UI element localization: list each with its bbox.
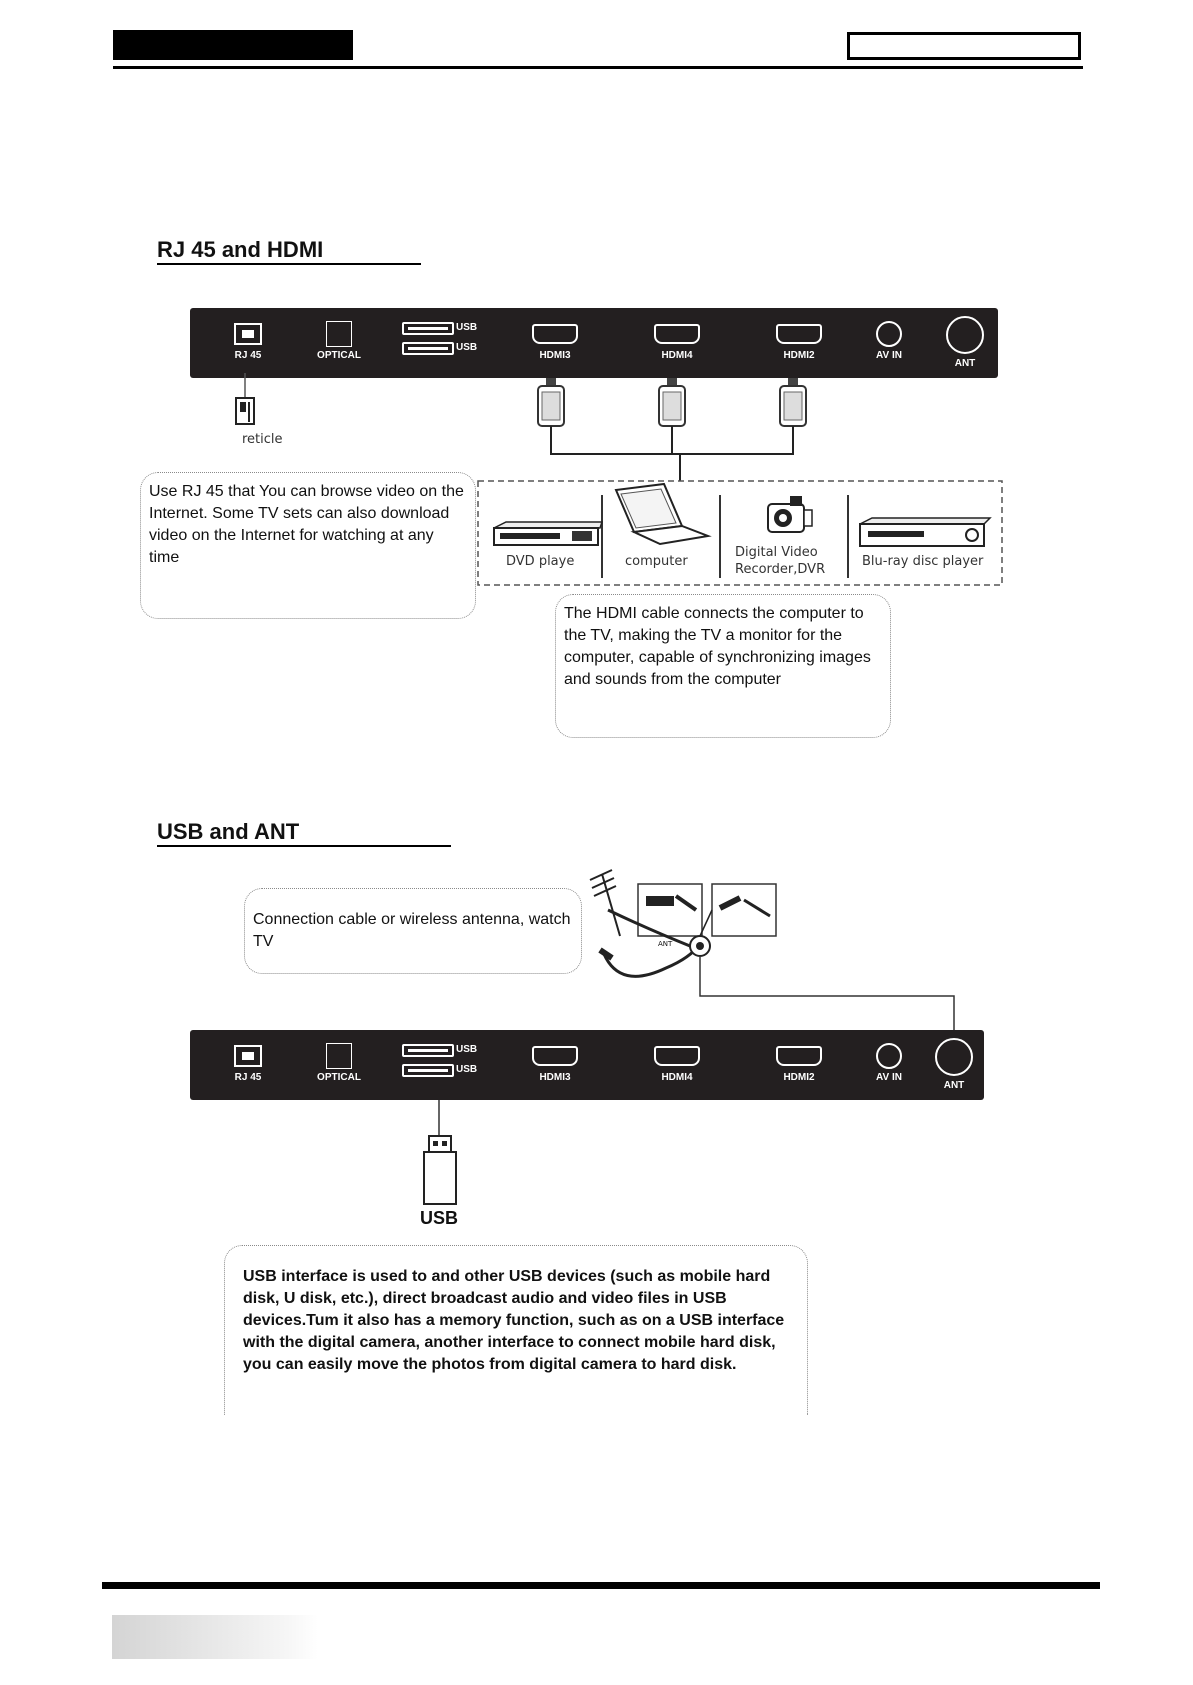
antenna-ant-label: ANT [658, 940, 673, 948]
panel-label-usb: USB [456, 1064, 478, 1075]
panel-label-rj45: RJ 45 [234, 350, 262, 361]
usb-callout: USB interface is used to and other USB devices (such as mobile hard disk, U disk, etc.), direct broadcast audio and video files in USB devices.Tum it also has a memory function, such as on a USB interface with the digital camera, another interface to connect mobile hard disk, you can easily move the photos from digital camera to hard disk. [224, 1245, 808, 1415]
rj45-callout: Use RJ 45 that You can browse video on the Internet. Some TV sets can also download video on the Internet for watching at any time [140, 472, 476, 619]
panel-label-ant: ANT [943, 1080, 965, 1091]
device-label-dvr-line1: Digital Video [735, 545, 818, 560]
device-label-bluray: Blu-ray disc player [862, 554, 984, 569]
device-label-dvd: DVD playe [506, 554, 575, 569]
usb-port-icon [402, 1044, 454, 1057]
antenna-callout: Connection cable or wireless antenna, watch TV [244, 888, 582, 974]
panel-label-optical: OPTICAL [317, 350, 361, 361]
reticle-label: reticle [242, 432, 283, 447]
panel-label-rj45: RJ 45 [234, 1072, 262, 1083]
section-title-rj45-hdmi: RJ 45 and HDMI [157, 237, 324, 262]
rj45-port-icon [234, 1045, 262, 1067]
panel-label-hdmi2: HDMI2 [783, 350, 815, 361]
av-in-port-icon [876, 1043, 902, 1069]
panel-label-usb: USB [456, 1044, 478, 1055]
usb-stick-icon [424, 1136, 456, 1204]
optical-port-icon [326, 1043, 352, 1069]
ant-connection-line [700, 956, 954, 1040]
panel-label-usb: USB [456, 322, 478, 333]
tv-back-panel [190, 1030, 984, 1100]
usb-stick-label: USB [420, 1208, 459, 1228]
footer-rule [102, 1582, 1100, 1589]
hdmi-port-icon [654, 1046, 700, 1066]
coax-cable [604, 944, 700, 976]
antenna-icon [590, 870, 620, 936]
footer-gradient-block [112, 1615, 318, 1659]
panel-label-optical: OPTICAL [317, 1072, 361, 1083]
hdmi-port-icon [776, 1046, 822, 1066]
hdmi-callout: The HDMI cable connects the computer to the TV, making the TV a monitor for the computer, capable of synchronizing images and sounds from the computer [555, 594, 891, 738]
panel-label-ant: ANT [954, 358, 976, 369]
device-label-dvr-line2: Recorder,DVR [735, 562, 826, 577]
panel-label-hdmi3: HDMI3 [539, 350, 571, 361]
panel-label-hdmi3: HDMI3 [539, 1072, 571, 1083]
panel-label-usb: USB [456, 342, 478, 353]
device-label-computer: computer [625, 554, 688, 569]
panel-label-avin: AV IN [876, 1072, 902, 1083]
ant-port-icon [935, 1038, 973, 1076]
hdmi-port-icon [532, 1046, 578, 1066]
usb-port-icon [402, 1064, 454, 1077]
panel-label-avin: AV IN [876, 350, 902, 361]
section-title-usb-ant: USB and ANT [157, 819, 300, 844]
panel-label-hdmi4: HDMI4 [661, 1072, 693, 1083]
panel-label-hdmi2: HDMI2 [783, 1072, 815, 1083]
panel-label-hdmi4: HDMI4 [661, 350, 693, 361]
